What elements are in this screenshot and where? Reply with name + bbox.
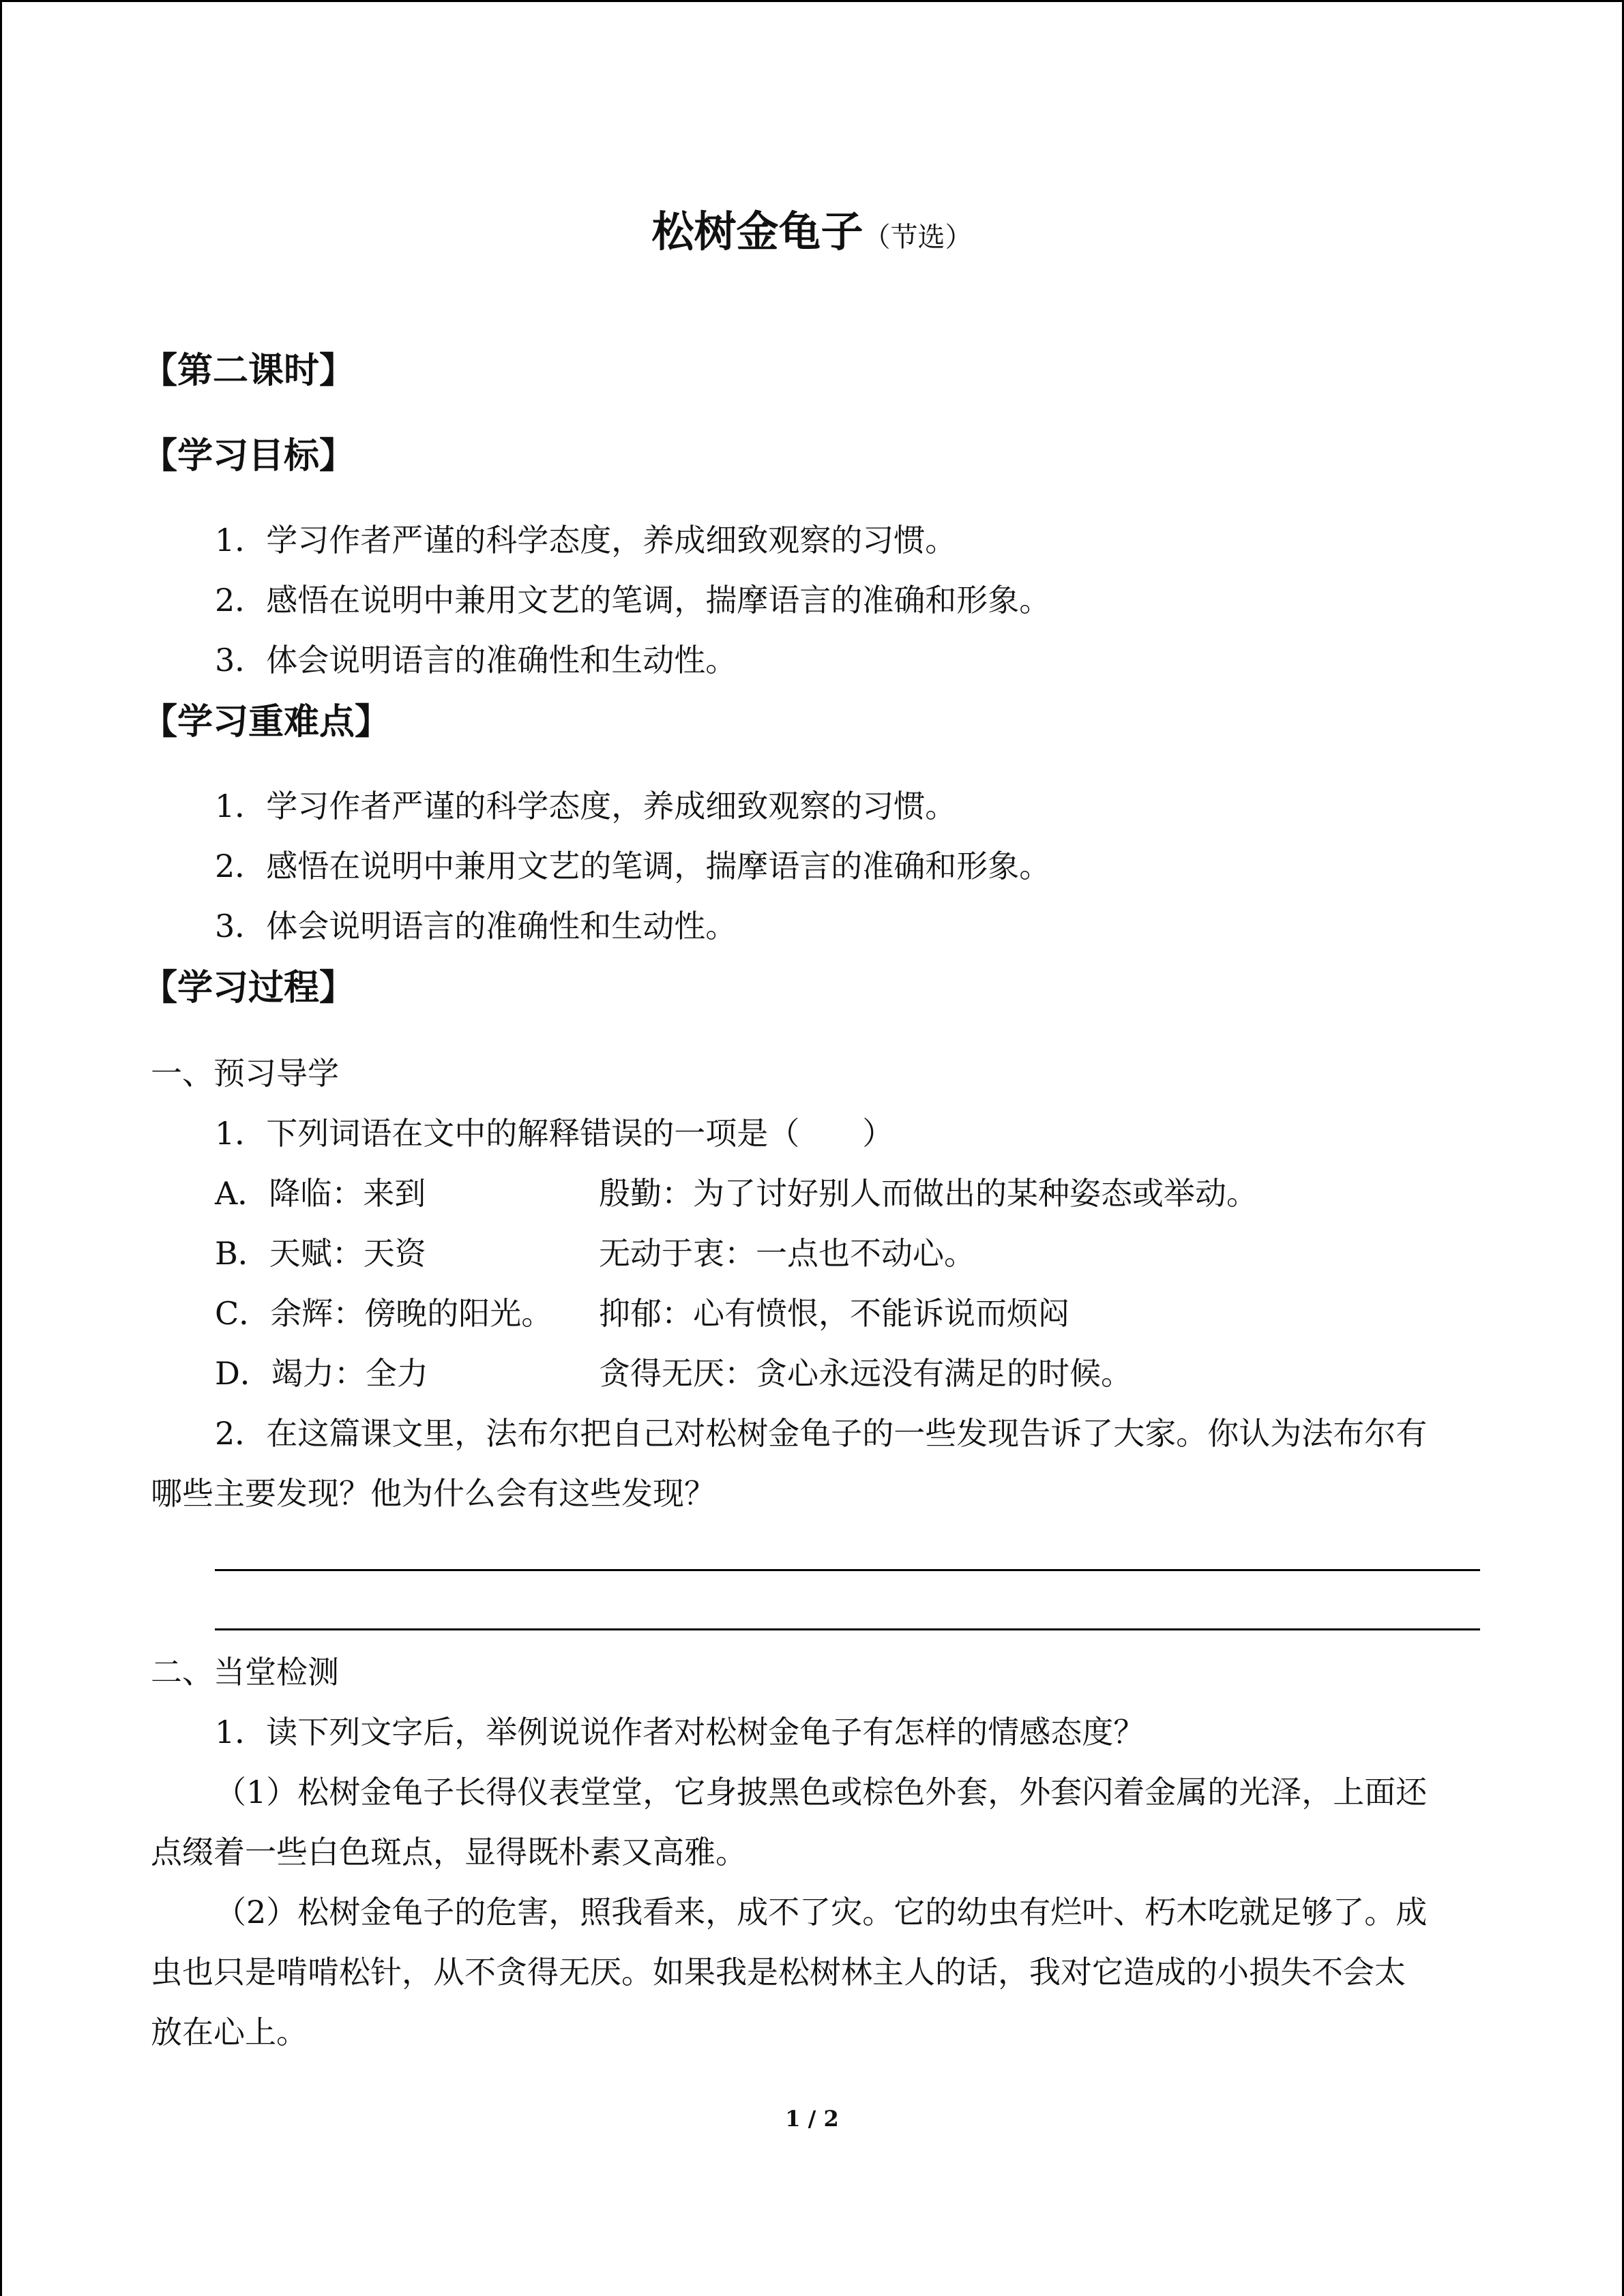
passage-1-cont: 点缀着一些白色斑点，显得既朴素又高雅。 [151,1834,747,1870]
part1-question-2: 2．在这篇课文里，法布尔把自己对松树金龟子的一些发现告诉了大家。你认为法布尔有 [215,1415,1428,1452]
option-a-def: 殷勤：为了讨好别人而做出的某种姿态或举动。 [599,1175,1258,1212]
goal-item: 2．感悟在说明中兼用文艺的笔调，揣摩语言的准确和形象。 [215,582,1051,618]
part1-heading: 一、预习导学 [151,1055,339,1092]
keypoint-item: 3．体会说明语言的准确性和生动性。 [215,908,737,944]
keypoint-item: 2．感悟在说明中兼用文艺的笔调，揣摩语言的准确和形象。 [215,848,1051,884]
goal-item: 3．体会说明语言的准确性和生动性。 [215,642,737,679]
part2-question-1: 1．读下列文字后，举例说说作者对松树金龟子有怎样的情感态度？ [215,1714,1145,1750]
section-lesson: 【第二课时】 [142,350,355,391]
passage-1: （1）松树金龟子长得仪表堂堂，它身披黑色或棕色外套，外套闪着金属的光泽，上面还 [215,1774,1428,1810]
option-b-term: B．天赋：天资 [215,1235,426,1272]
option-c-def: 抑郁：心有愤恨，不能诉说而烦闷 [599,1295,1069,1332]
part1-question-1: 1．下列词语在文中的解释错误的一项是（ ） [215,1115,894,1152]
page-number: 1 / 2 [785,2106,839,2132]
page-title [2,207,1622,257]
part2-heading: 二、当堂检测 [151,1654,339,1690]
keypoint-item: 1．学习作者严谨的科学态度，养成细致观察的习惯。 [215,788,957,824]
option-b-def: 无动于衷：一点也不动心。 [599,1235,975,1272]
option-d-term: D．竭力：全力 [215,1355,428,1392]
option-c-term: C．余辉：傍晚的阳光。 [215,1295,553,1332]
passage-2: （2）松树金龟子的危害，照我看来，成不了灾。它的幼虫有烂叶、朽木吃就足够了。成 [215,1894,1428,1930]
part1-question-2-cont: 哪些主要发现？他为什么会有这些发现？ [151,1475,715,1512]
section-keypoints: 【学习重难点】 [142,701,391,743]
answer-line[interactable] [215,1628,1480,1630]
goal-item: 1．学习作者严谨的科学态度，养成细致观察的习惯。 [215,522,957,558]
option-a-term: A．降临：来到 [215,1175,426,1212]
passage-2-cont: 虫也只是啃啃松针，从不贪得无厌。如果我是松树林主人的话，我对它造成的小损失不会太 [151,1954,1406,1991]
section-goals: 【学习目标】 [142,435,355,477]
section-process: 【学习过程】 [142,967,355,1009]
option-d-def: 贪得无厌：贪心永远没有满足的时候。 [599,1355,1132,1392]
title-main: 松树金龟子 [651,207,863,256]
passage-2-cont: 放在心上。 [151,2014,308,2051]
title-sub: （节选） [863,222,973,253]
answer-line[interactable] [215,1569,1480,1571]
